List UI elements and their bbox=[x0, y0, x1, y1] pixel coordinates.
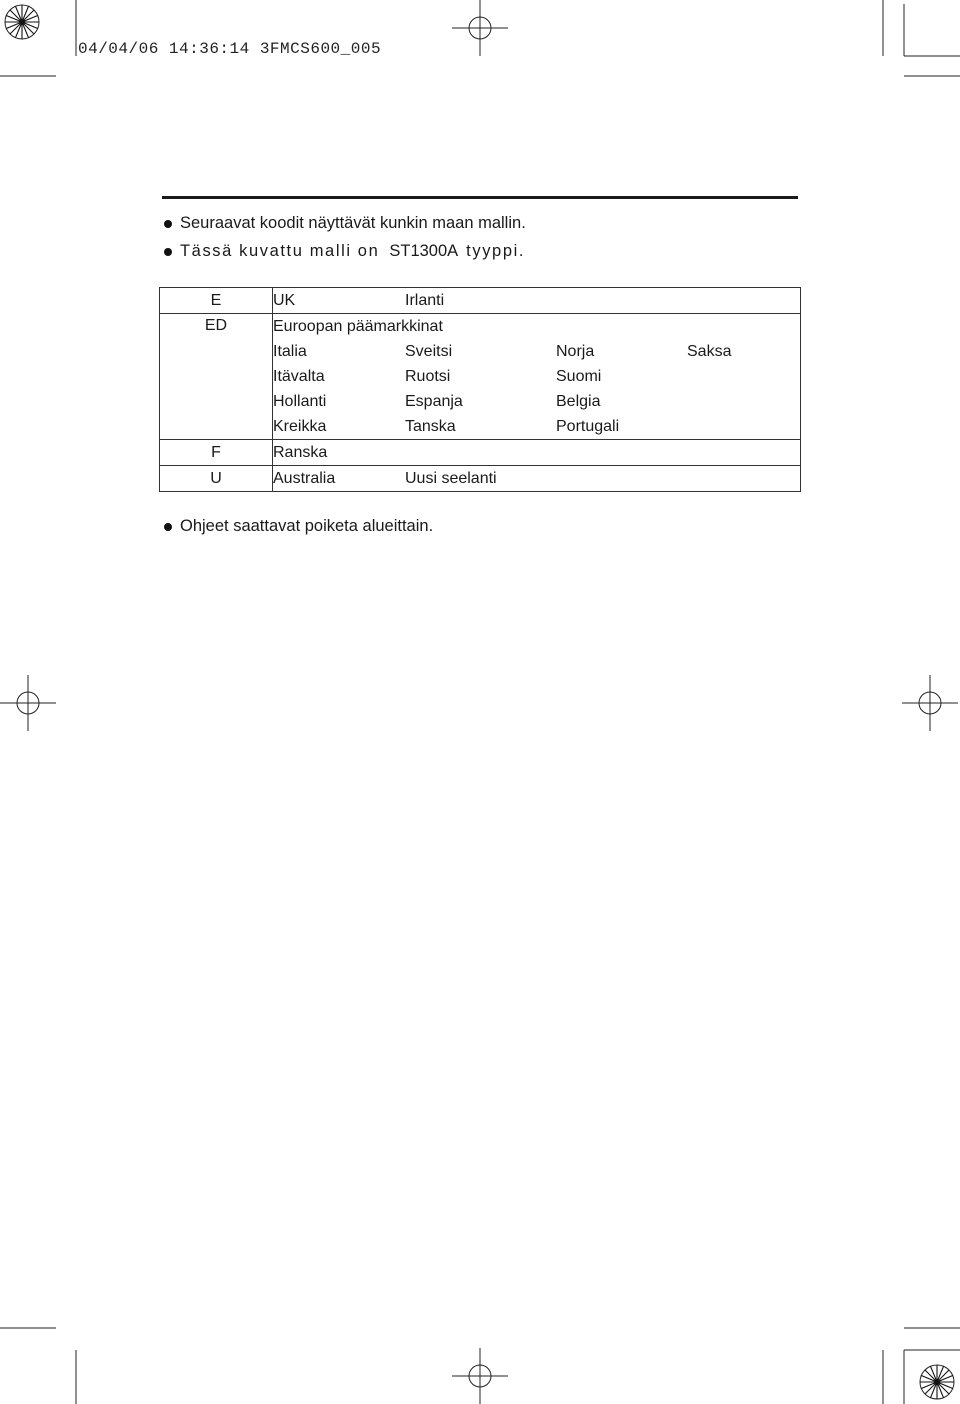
table-cell: Irlanti bbox=[405, 288, 556, 314]
table-cell: Portugali bbox=[556, 417, 620, 435]
bullet-icon bbox=[164, 523, 172, 531]
table-cell bbox=[687, 389, 801, 414]
table-cell: Saksa bbox=[687, 342, 732, 360]
table-cell: Hollanti bbox=[273, 392, 327, 410]
table-cell bbox=[556, 466, 687, 492]
intro-model-code: ST1300A bbox=[389, 242, 459, 260]
note-text: Ohjeet saattavat poiketa alueittain. bbox=[180, 517, 434, 535]
bullet-icon bbox=[164, 220, 172, 228]
table-cell: Belgia bbox=[556, 392, 601, 410]
bullet-icon bbox=[164, 248, 172, 256]
table-cell: Tanska bbox=[405, 417, 456, 435]
model-code: ED bbox=[160, 314, 273, 440]
table-cell: Italia bbox=[273, 342, 307, 360]
model-code: E bbox=[160, 288, 273, 314]
table-row bbox=[160, 314, 801, 340]
table-cell bbox=[556, 288, 687, 314]
table-cell bbox=[556, 440, 687, 466]
note-line bbox=[162, 517, 433, 536]
table-cell bbox=[687, 440, 801, 466]
intro-model-suffix: tyyppi. bbox=[466, 242, 526, 260]
table-cell: Sveitsi bbox=[405, 342, 453, 360]
table-cell: Ruotsi bbox=[405, 367, 451, 385]
table-row bbox=[160, 440, 801, 466]
table-row bbox=[160, 466, 801, 492]
print-header: 04/04/06 14:36:14 3FMCS600_005 bbox=[78, 40, 382, 58]
table-cell: Itävalta bbox=[273, 367, 325, 385]
intro-line-1 bbox=[162, 214, 526, 233]
table-cell bbox=[687, 414, 801, 440]
table-row bbox=[160, 288, 801, 314]
model-code: U bbox=[160, 466, 273, 492]
table-cell: UK bbox=[273, 288, 406, 314]
table-cell: Euroopan päämarkkinat bbox=[273, 314, 801, 340]
section-rule bbox=[162, 196, 798, 199]
table-cell: Suomi bbox=[556, 367, 602, 385]
intro-model-prefix: Tässä kuvattu malli on bbox=[180, 242, 380, 260]
intro-line-2 bbox=[162, 242, 525, 261]
model-code: F bbox=[160, 440, 273, 466]
table-cell: Uusi seelanti bbox=[405, 466, 556, 492]
table-cell: Ranska bbox=[273, 440, 406, 466]
model-code-table bbox=[159, 287, 801, 492]
table-cell: Norja bbox=[556, 342, 595, 360]
table-cell bbox=[687, 288, 801, 314]
intro-text-1: Seuraavat koodit näyttävät kunkin maan mallin. bbox=[180, 214, 526, 232]
table-cell: Australia bbox=[273, 466, 406, 492]
table-cell: Espanja bbox=[405, 392, 463, 410]
table-cell: Kreikka bbox=[273, 417, 327, 435]
table-cell bbox=[687, 364, 801, 389]
table-cell bbox=[687, 466, 801, 492]
table-cell bbox=[405, 440, 556, 466]
